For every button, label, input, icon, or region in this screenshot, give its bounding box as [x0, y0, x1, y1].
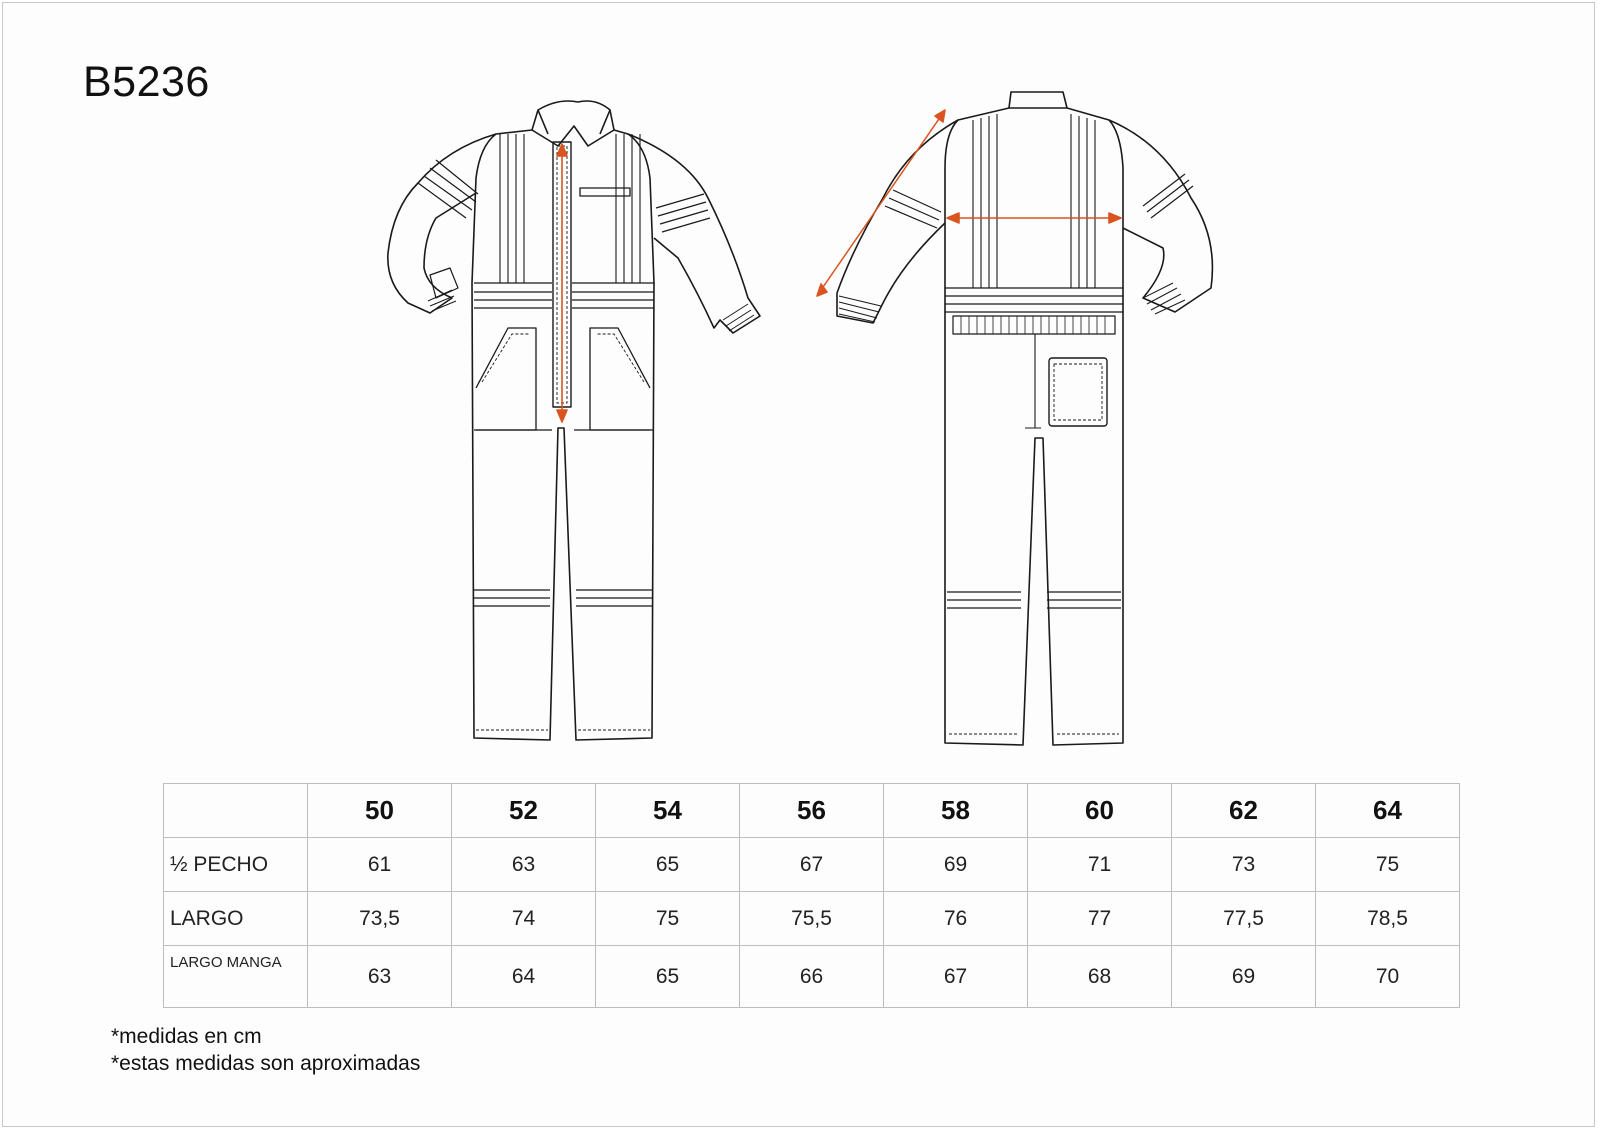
table-cell: 75: [596, 892, 740, 946]
table-cell: 69: [1172, 946, 1316, 1008]
size-table: [163, 783, 1460, 1008]
size-header-row: [164, 784, 1460, 838]
table-cell: 77,5: [1172, 892, 1316, 946]
footnotes: [111, 1023, 420, 1077]
table-cell: 68: [1028, 946, 1172, 1008]
table-cell: 67: [884, 946, 1028, 1008]
table-cell: 65: [596, 946, 740, 1008]
table-cell: 75,5: [740, 892, 884, 946]
table-cell: 73: [1172, 838, 1316, 892]
table-row: [164, 892, 1460, 946]
size-50: 50: [308, 784, 452, 838]
coverall-front-icon: [388, 98, 768, 758]
row-label-half-chest: ½ PECHO: [164, 838, 308, 892]
table-cell: 61: [308, 838, 452, 892]
size-64: 64: [1316, 784, 1460, 838]
table-row: [164, 838, 1460, 892]
size-58: 58: [884, 784, 1028, 838]
size-60: 60: [1028, 784, 1172, 838]
spec-sheet: [2, 2, 1595, 1127]
note-approximate: *estas medidas son aproximadas: [111, 1052, 421, 1075]
table-cell: 64: [452, 946, 596, 1008]
table-cell: 69: [884, 838, 1028, 892]
model-code: B5236: [83, 58, 210, 106]
coverall-back-icon: [813, 88, 1223, 763]
table-cell: 65: [596, 838, 740, 892]
table-cell: 74: [452, 892, 596, 946]
table-row: [164, 946, 1460, 1008]
table-cell: 76: [884, 892, 1028, 946]
size-62: 62: [1172, 784, 1316, 838]
table-cell: 78,5: [1316, 892, 1460, 946]
table-corner: [164, 784, 308, 838]
size-56: 56: [740, 784, 884, 838]
row-label-length: LARGO: [164, 892, 308, 946]
table-cell: 70: [1316, 946, 1460, 1008]
table-cell: 73,5: [308, 892, 452, 946]
table-cell: 77: [1028, 892, 1172, 946]
table-cell: 63: [308, 946, 452, 1008]
note-units: *medidas en cm: [111, 1025, 262, 1048]
table-cell: 66: [740, 946, 884, 1008]
row-label-sleeve-length: LARGO MANGA: [164, 946, 308, 1008]
size-54: 54: [596, 784, 740, 838]
table-cell: 75: [1316, 838, 1460, 892]
table-cell: 63: [452, 838, 596, 892]
table-cell: 71: [1028, 838, 1172, 892]
size-52: 52: [452, 784, 596, 838]
table-cell: 67: [740, 838, 884, 892]
